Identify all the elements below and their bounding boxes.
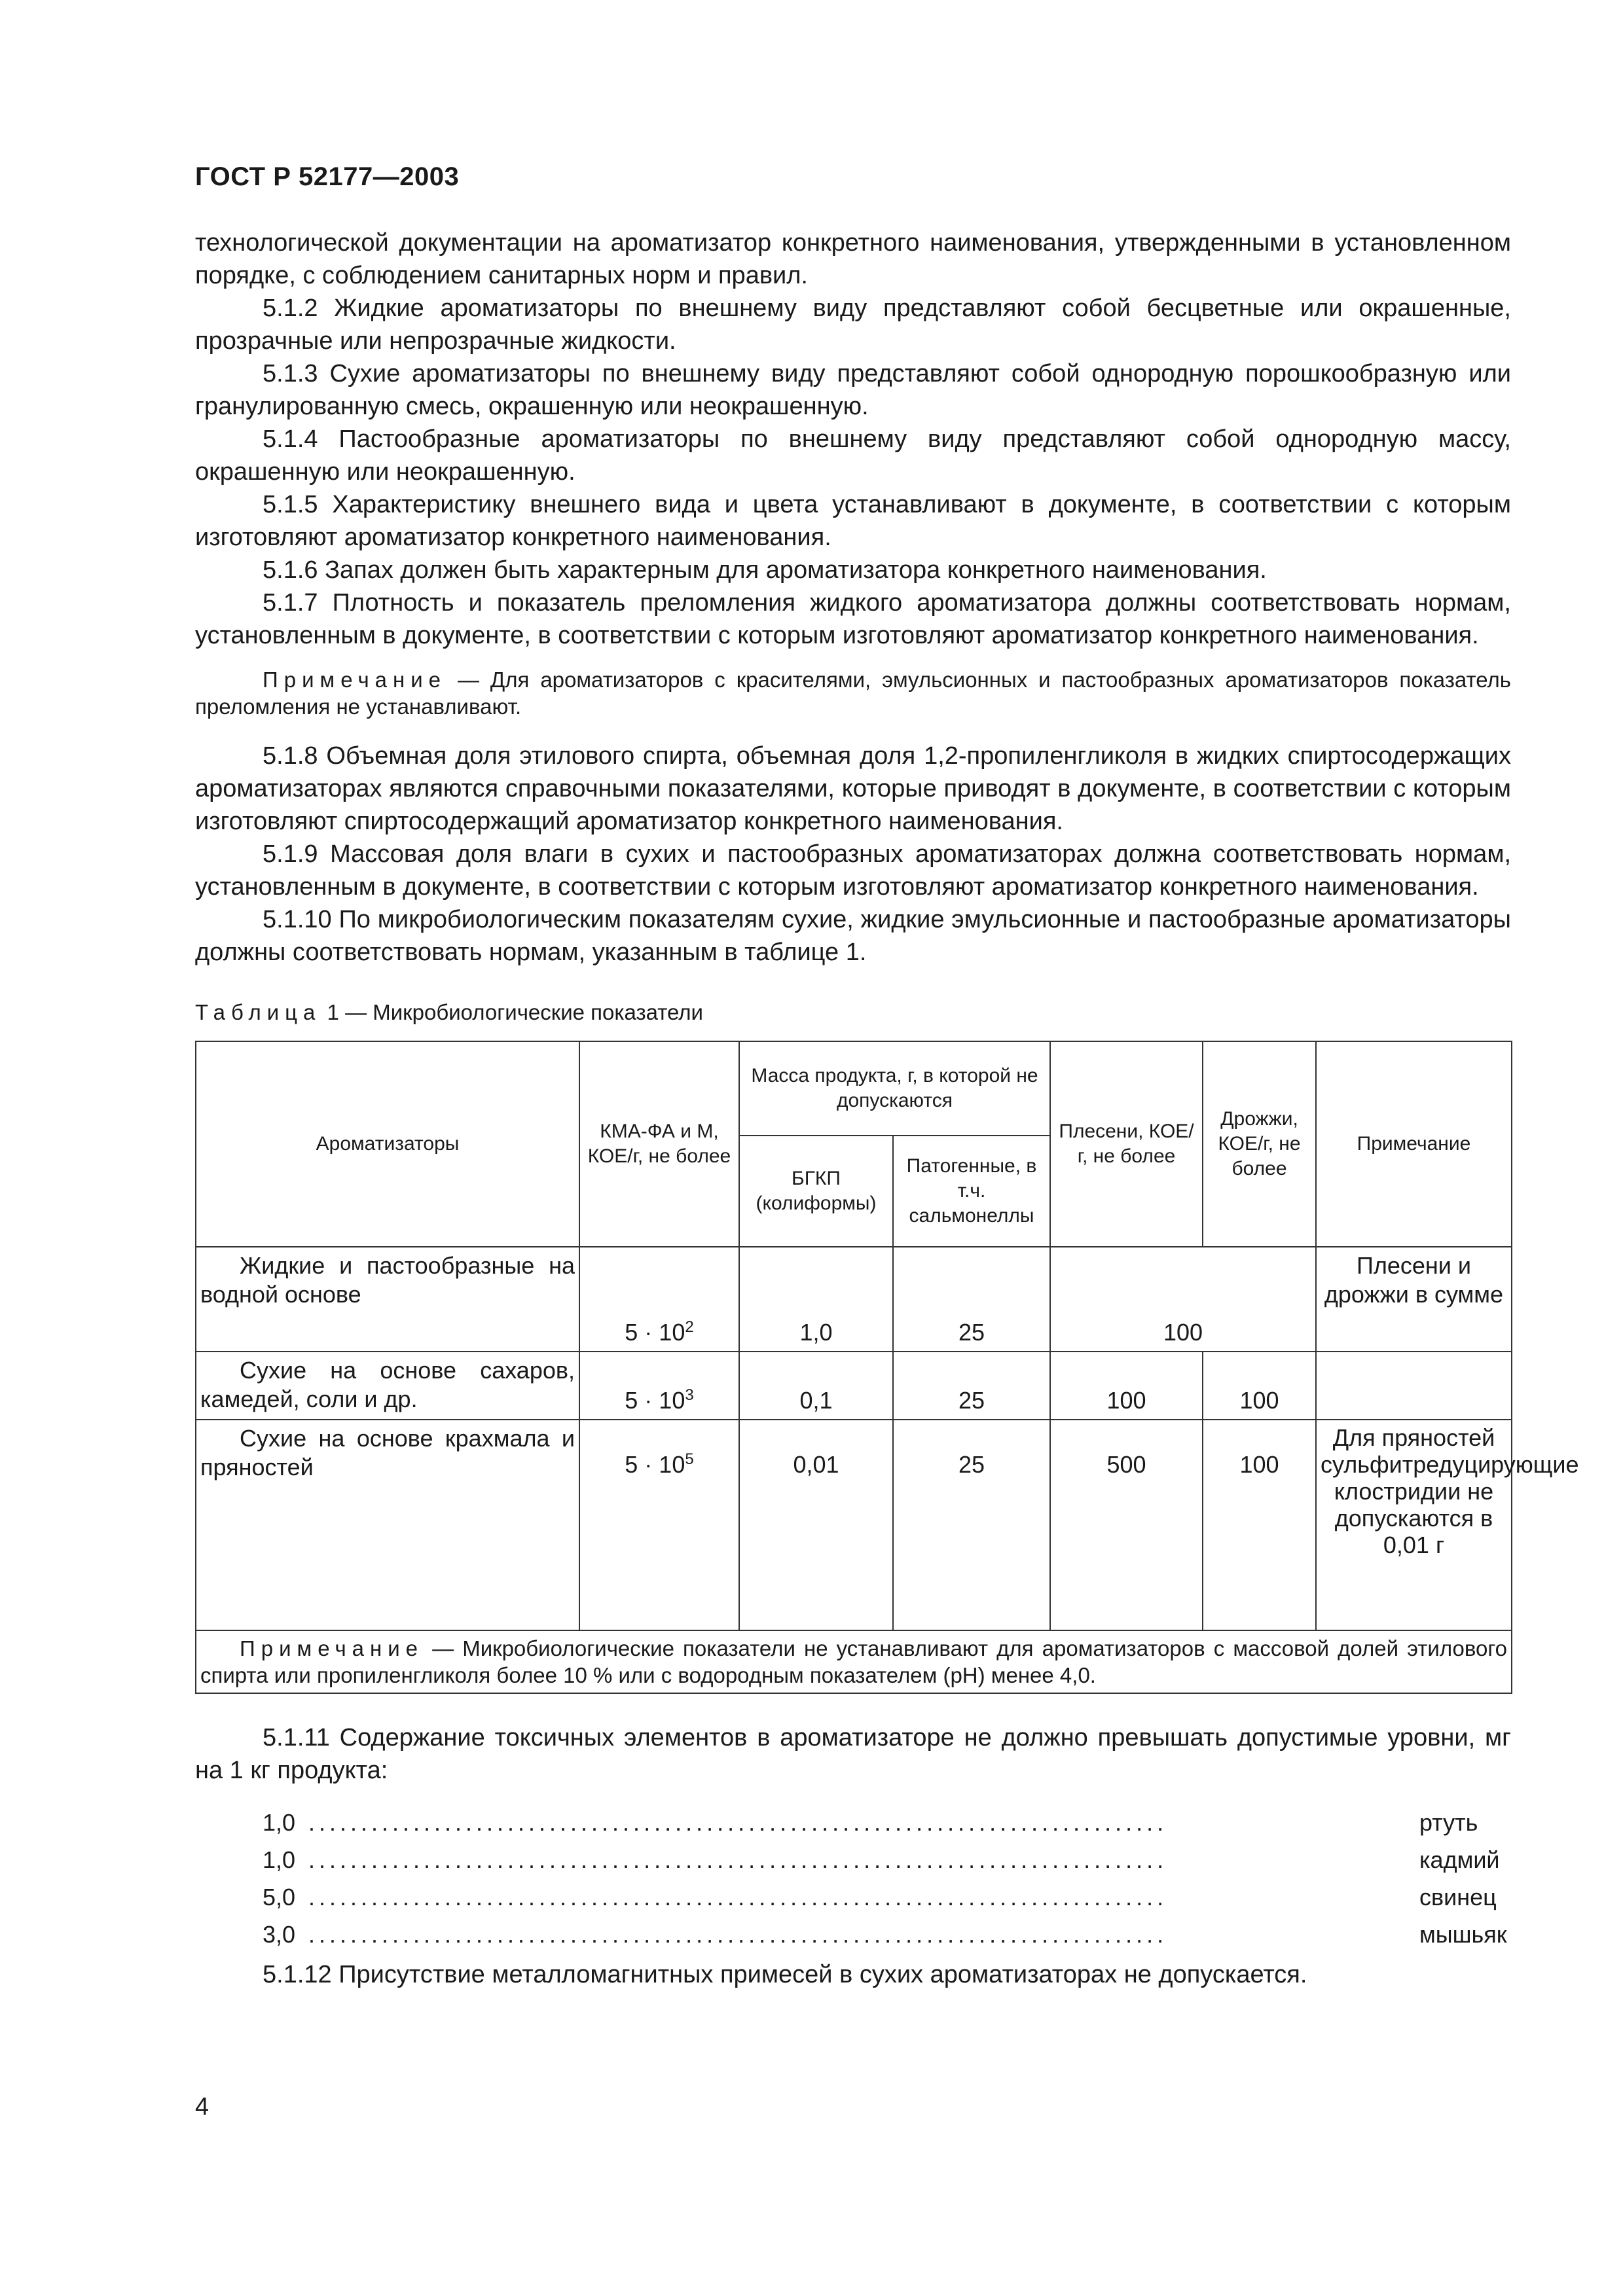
table-row (196, 1352, 1512, 1420)
table-note-row (196, 1630, 1512, 1693)
table-caption (195, 996, 1511, 1029)
header-bgkp: БГКП (колиформы) (739, 1136, 893, 1247)
header-plesen: Плесени, КОЕ/г, не более (1050, 1041, 1203, 1247)
list-item: 5,0 .................................................................................. свинец (263, 1884, 1497, 1910)
toxic-elements-list (195, 1804, 1511, 1953)
note-label: Примечание (263, 668, 447, 692)
note-text: — Для ароматизаторов с красителями, эмульсионных и пастообразных ароматизаторов показатель преломления не устанавливают. (195, 668, 1511, 719)
row-patogen: 25 (893, 1352, 1050, 1420)
paragraph-5-1-12: 5.1.12 Присутствие металломагнитных примесей в сухих ароматизаторах не допускается. (263, 1961, 1307, 1988)
paragraph-5-1-5: 5.1.5 Характеристику внешнего вида и цвета устанавливают в документе, в соответствии с которым изготовляют ароматизатор конкретного наименования. (195, 491, 1511, 551)
header-patogen: Патогенные, в т.ч. сальмонеллы (893, 1136, 1050, 1247)
row-kma: $5 \cdot 10^2$ (579, 1247, 739, 1352)
list-item: 3,0 .................................................................................. мышьяк (263, 1921, 1507, 1948)
paragraph-5-1-6: 5.1.6 Запах должен быть характерным для ароматизатора конкретного наименования. (263, 556, 1267, 584)
row-drozhzhi: 100 (1203, 1352, 1316, 1420)
row-note (1316, 1352, 1512, 1420)
row-bgkp: 0,01 (739, 1420, 893, 1630)
row-plesen: 100 (1050, 1352, 1203, 1420)
row-name: Сухие на основе сахаров, камедей, соли и др. (196, 1352, 579, 1420)
table-note (196, 1630, 1512, 1693)
table-row (196, 1247, 1512, 1352)
paragraph-5-1-11: 5.1.11 Содержание токсичных элементов в ароматизаторе не должно превышать допустимые уровни, мг на 1 кг продукта: (195, 1724, 1511, 1784)
row-bgkp: 1,0 (739, 1247, 893, 1352)
list-item: 1,0 .................................................................................. кадмий (263, 1846, 1500, 1873)
row-plesen: 500 (1050, 1420, 1203, 1630)
paragraph-continuation: технологической документации на ароматизатор конкретного наименования, утвержденными в установленном порядке, с соблюдением санитарных норм и правил. (195, 229, 1511, 289)
header-drozhzhi: Дрожжи, КОЕ/г, не более (1203, 1041, 1316, 1247)
header-kma: КМА-ФА и М, КОЕ/г, не более (579, 1041, 739, 1247)
table-row (196, 1420, 1512, 1630)
row-drozhzhi: 100 (1203, 1420, 1316, 1630)
document-body (195, 226, 1579, 1991)
microbiology-table (195, 1041, 1579, 1694)
paragraph-5-1-7: 5.1.7 Плотность и показатель преломления жидкого ароматизатора должны соответствовать нормам, установленным в документе, в соответствии с которым изготовляют ароматизатор конкретного наименования. (195, 589, 1511, 649)
row-kma: $5 \cdot 10^3$ (579, 1352, 739, 1420)
table-note-text: — Микробиологические показатели не устанавливают для ароматизаторов с массовой долей этилового спирта или пропиленгликоля более 10 % или с водородным показателем (pH) менее 4,0. (200, 1636, 1507, 1687)
paragraph-5-1-2: 5.1.2 Жидкие ароматизаторы по внешнему виду представляют собой бесцветные или окрашенные, прозрачные или непрозрачные жидкости. (195, 295, 1511, 355)
table-caption-label: Таблица (195, 1000, 321, 1024)
header-mass: Масса продукта, г, в которой не допускаются (739, 1041, 1050, 1136)
paragraph-5-1-3: 5.1.3 Сухие ароматизаторы по внешнему виду представляют собой однородную порошкообразную или гранулированную смесь, окрашенную или неокрашенную. (195, 360, 1511, 420)
row-patogen: 25 (893, 1247, 1050, 1352)
paragraph-5-1-4: 5.1.4 Пастообразные ароматизаторы по внешнему виду представляют собой однородную массу, окрашенную или неокрашенную. (195, 425, 1511, 486)
row-plesen-drozhzhi: 100 (1050, 1247, 1316, 1352)
row-note: Плесени и дрожжи в сумме (1316, 1247, 1512, 1352)
row-bgkp: 0,1 (739, 1352, 893, 1420)
list-item: 1,0 .................................................................................. ртуть (263, 1809, 1478, 1836)
row-kma: $5 \cdot 10^5$ (579, 1420, 739, 1630)
row-name: Сухие на основе крахмала и пряностей (196, 1420, 579, 1630)
paragraph-5-1-9: 5.1.9 Массовая доля влаги в сухих и пастообразных ароматизаторах должна соответствовать нормам, установленным в документе, в соответствии с которым изготовляют ароматизатор конкретного наименования. (195, 840, 1511, 901)
table-note-label: Примечание (240, 1636, 424, 1660)
table-caption-text: 1 — Микробиологические показатели (321, 1000, 703, 1024)
row-name: Жидкие и пастообразные на водной основе (196, 1247, 579, 1352)
paragraph-5-1-10: 5.1.10 По микробиологическим показателям сухие, жидкие эмульсионные и пастообразные ароматизаторы должны соответствовать нормам, указанным в таблице 1. (195, 906, 1511, 966)
header-aromatizers: Ароматизаторы (196, 1041, 579, 1247)
row-patogen: 25 (893, 1420, 1050, 1630)
page-number: 4 (195, 2093, 210, 2121)
header-note: Примечание (1316, 1041, 1512, 1247)
document-header: ГОСТ Р 52177—2003 (195, 162, 460, 191)
row-note: Для пряностей сульфитредуцирующие клостридии не допускаются в 0,01 г (1316, 1420, 1512, 1630)
note-refraction (195, 666, 1511, 720)
paragraph-5-1-8: 5.1.8 Объемная доля этилового спирта, объемная доля 1,2-пропиленгликоля в жидких спиртосодержащих ароматизаторах являются справочными показателями, которые приводят в документе, в соответствии с которым изготовляют спиртосодержащий ароматизатор конкретного наименования. (195, 742, 1511, 835)
